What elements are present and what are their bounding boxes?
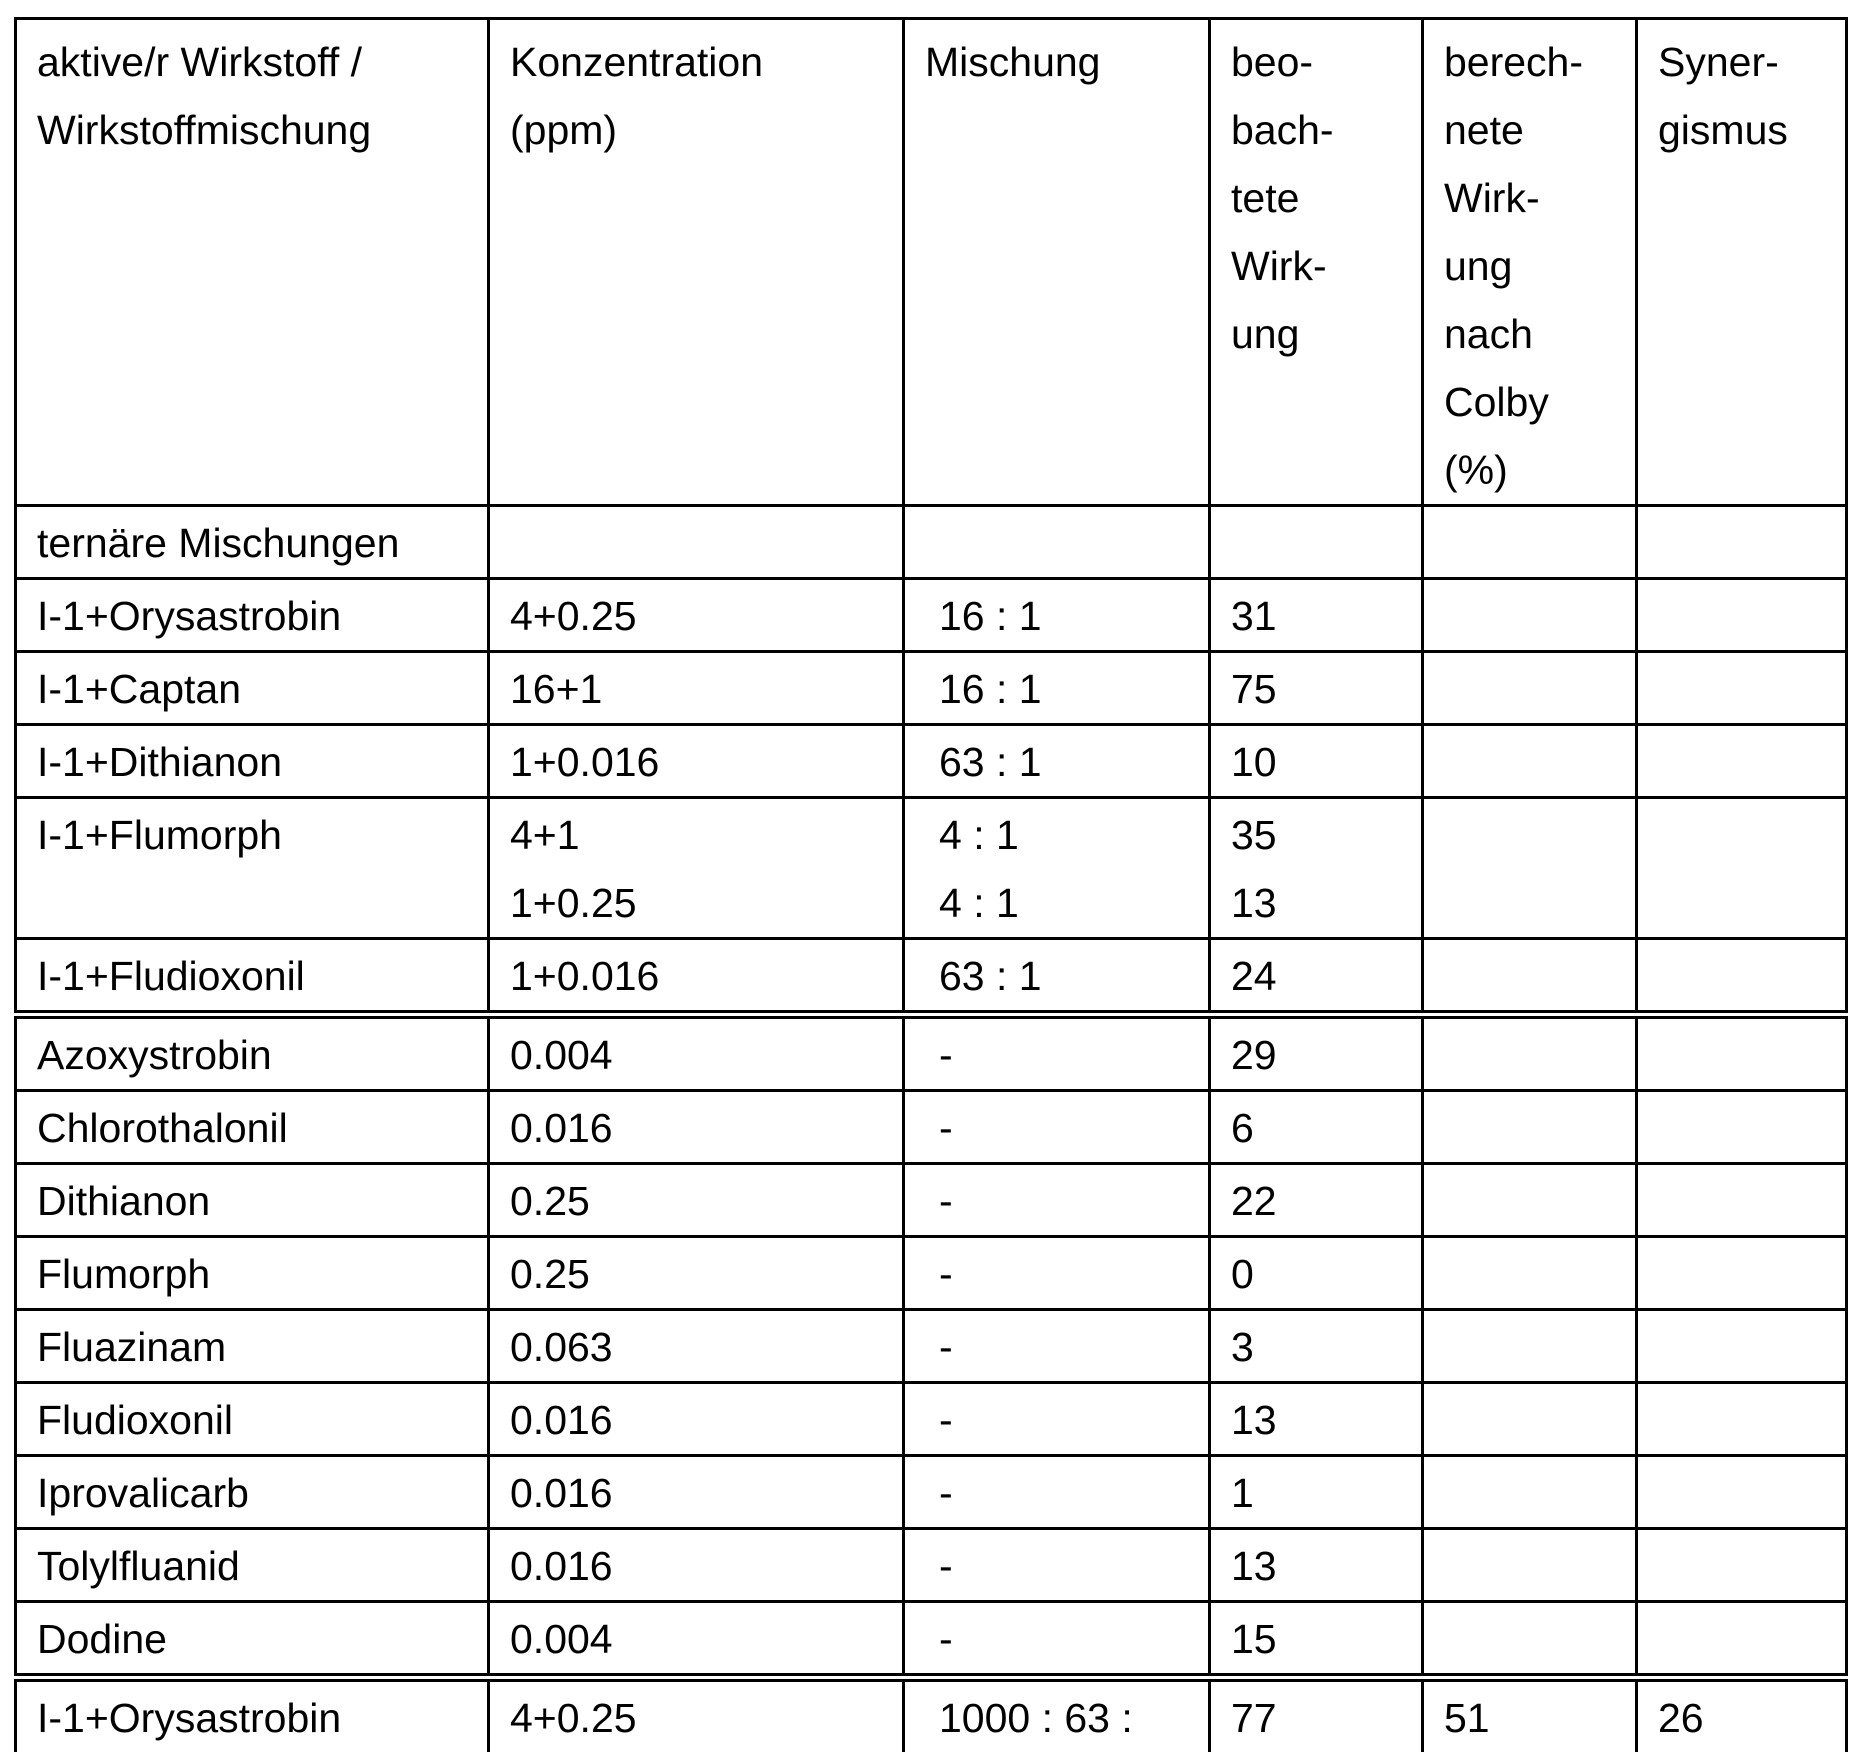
section-row [16,506,1847,579]
cell-obs: 13 [1210,1383,1423,1456]
cell-obs: 10 [1210,725,1423,798]
empty-cell [1210,506,1423,579]
table-row [16,652,1847,725]
cell-mix: 16 : 1 [904,579,1210,652]
table-row [16,939,1847,1015]
cell-calc [1423,1091,1637,1164]
obs-value: 35 [1231,801,1421,869]
cell-name: Fluazinam [16,1310,489,1383]
cell-conc: 0.016 [489,1383,904,1456]
table-row [16,1310,1847,1383]
cell-conc: 0.25 [489,1164,904,1237]
cell-name: Dodine [16,1602,489,1678]
cell-calc [1423,1529,1637,1602]
cell-calc [1423,1456,1637,1529]
cell-syn [1637,1091,1847,1164]
header-mischung [904,19,1210,506]
cell-conc: 0.016 [489,1529,904,1602]
cell-mix: - [904,1091,1210,1164]
empty-cell [489,506,904,579]
cell-calc [1423,652,1637,725]
cell-syn [1637,1529,1847,1602]
header-text: Colby [1444,368,1635,436]
cell-obs: 31 [1210,579,1423,652]
cell-syn: 26 [1637,1678,1847,1752]
cell-mix: - [904,1529,1210,1602]
cell-obs: 6 [1210,1091,1423,1164]
header-wirkstoff [16,19,489,506]
header-synergismus [1637,19,1847,506]
cell-mix: 63 : 1 [904,939,1210,1015]
cell-name: Fludioxonil [16,1383,489,1456]
cell-conc: 16+1 [489,652,904,725]
cell-calc [1423,1602,1637,1678]
header-konzentration [489,19,904,506]
cell-conc: 0.25 [489,1237,904,1310]
cell-syn [1637,798,1847,939]
header-text: (%) [1444,436,1635,504]
section-label: ternäre Mischungen [16,506,489,579]
conc-value: 1+0.25 [510,869,902,937]
cell-conc: 4+0.25 [489,1678,904,1752]
cell-name: I-1+Fludioxonil [16,939,489,1015]
table-row [16,1237,1847,1310]
cell-name: Tolylfluanid [16,1529,489,1602]
cell-name: Dithianon [16,1164,489,1237]
header-text: ung [1231,300,1421,368]
cell-syn [1637,725,1847,798]
table-row [16,1164,1847,1237]
table-row [16,579,1847,652]
cell-syn [1637,1015,1847,1091]
table-row [16,1456,1847,1529]
cell-conc: 0.063 [489,1310,904,1383]
table-row [16,1529,1847,1602]
mix-value: 4 : 1 [939,869,1208,937]
cell-conc: 0.016 [489,1456,904,1529]
header-text: nach [1444,300,1635,368]
header-text: tete [1231,164,1421,232]
cell-obs: 22 [1210,1164,1423,1237]
cell-name: I-1+Flumorph [16,798,489,939]
cell-calc [1423,939,1637,1015]
cell-calc [1423,1015,1637,1091]
header-text: bach- [1231,96,1421,164]
cell-mix: - [904,1310,1210,1383]
cell-calc [1423,579,1637,652]
cell-syn [1637,939,1847,1015]
cell-mix: - [904,1602,1210,1678]
cell-obs: 75 [1210,652,1423,725]
header-text: Konzentration [510,28,902,96]
table-row [16,1678,1847,1752]
cell-mix: 63 : 1 [904,725,1210,798]
cell-conc: 0.004 [489,1602,904,1678]
conc-value: 4+1 [510,801,902,869]
cell-calc [1423,1383,1637,1456]
cell-name: Iprovalicarb [16,1456,489,1529]
cell-name: I-1+Orysastrobin [16,1678,489,1752]
cell-name: Flumorph [16,1237,489,1310]
table-row [16,1383,1847,1456]
cell-calc [1423,1237,1637,1310]
cell-conc: 1+0.016 [489,725,904,798]
mix-value: 4 : 1 [939,801,1208,869]
cell-conc: 4+0.25 [489,579,904,652]
cell-obs: 77 [1210,1678,1423,1752]
cell-obs: 13 [1210,1529,1423,1602]
cell-mix: - [904,1237,1210,1310]
cell-syn [1637,1164,1847,1237]
header-row [16,19,1847,506]
cell-calc [1423,725,1637,798]
cell-syn [1637,1237,1847,1310]
cell-conc: 0.016 [489,1091,904,1164]
table-row [16,1015,1847,1091]
cell-mix [904,798,1210,939]
cell-name: Chlorothalonil [16,1091,489,1164]
header-text: Mischung [925,28,1208,96]
header-text: nete [1444,96,1635,164]
cell-obs [1210,798,1423,939]
cell-syn [1637,1310,1847,1383]
cell-obs: 3 [1210,1310,1423,1383]
header-text: aktive/r Wirkstoff / [37,28,487,96]
cell-obs: 1 [1210,1456,1423,1529]
header-text: (ppm) [510,96,902,164]
cell-calc: 51 [1423,1678,1637,1752]
cell-syn [1637,652,1847,725]
cell-obs: 15 [1210,1602,1423,1678]
header-beobachtete-wirkung [1210,19,1423,506]
cell-mix: - [904,1015,1210,1091]
cell-calc [1423,1164,1637,1237]
cell-conc: 0.004 [489,1015,904,1091]
cell-obs: 29 [1210,1015,1423,1091]
header-berechnete-wirkung [1423,19,1637,506]
cell-calc [1423,798,1637,939]
obs-value: 13 [1231,869,1421,937]
cell-name: I-1+Captan [16,652,489,725]
cell-syn [1637,1456,1847,1529]
header-text: berech- [1444,28,1635,96]
cell-conc: 1+0.016 [489,939,904,1015]
cell-name: I-1+Dithianon [16,725,489,798]
cell-name: Azoxystrobin [16,1015,489,1091]
cell-obs: 0 [1210,1237,1423,1310]
header-text: Wirk- [1231,232,1421,300]
cell-conc [489,798,904,939]
header-text: beo- [1231,28,1421,96]
header-text: gismus [1658,96,1845,164]
empty-cell [904,506,1210,579]
cell-mix: 16 : 1 [904,652,1210,725]
cell-mix: 1000 : 63 : [904,1678,1210,1752]
header-text: Wirk- [1444,164,1635,232]
cell-calc [1423,1310,1637,1383]
header-text: Wirkstoffmischung [37,96,487,164]
empty-cell [1423,506,1637,579]
cell-mix: - [904,1383,1210,1456]
cell-syn [1637,579,1847,652]
cell-mix: - [904,1164,1210,1237]
table-row [16,1602,1847,1678]
cell-syn [1637,1383,1847,1456]
table-row [16,1091,1847,1164]
cell-syn [1637,1602,1847,1678]
table-row [16,725,1847,798]
cell-name: I-1+Orysastrobin [16,579,489,652]
table-row [16,798,1847,939]
cell-obs: 24 [1210,939,1423,1015]
cell-mix: - [904,1456,1210,1529]
header-text: ung [1444,232,1635,300]
efficacy-table [14,17,1848,1752]
empty-cell [1637,506,1847,579]
header-text: Syner- [1658,28,1845,96]
